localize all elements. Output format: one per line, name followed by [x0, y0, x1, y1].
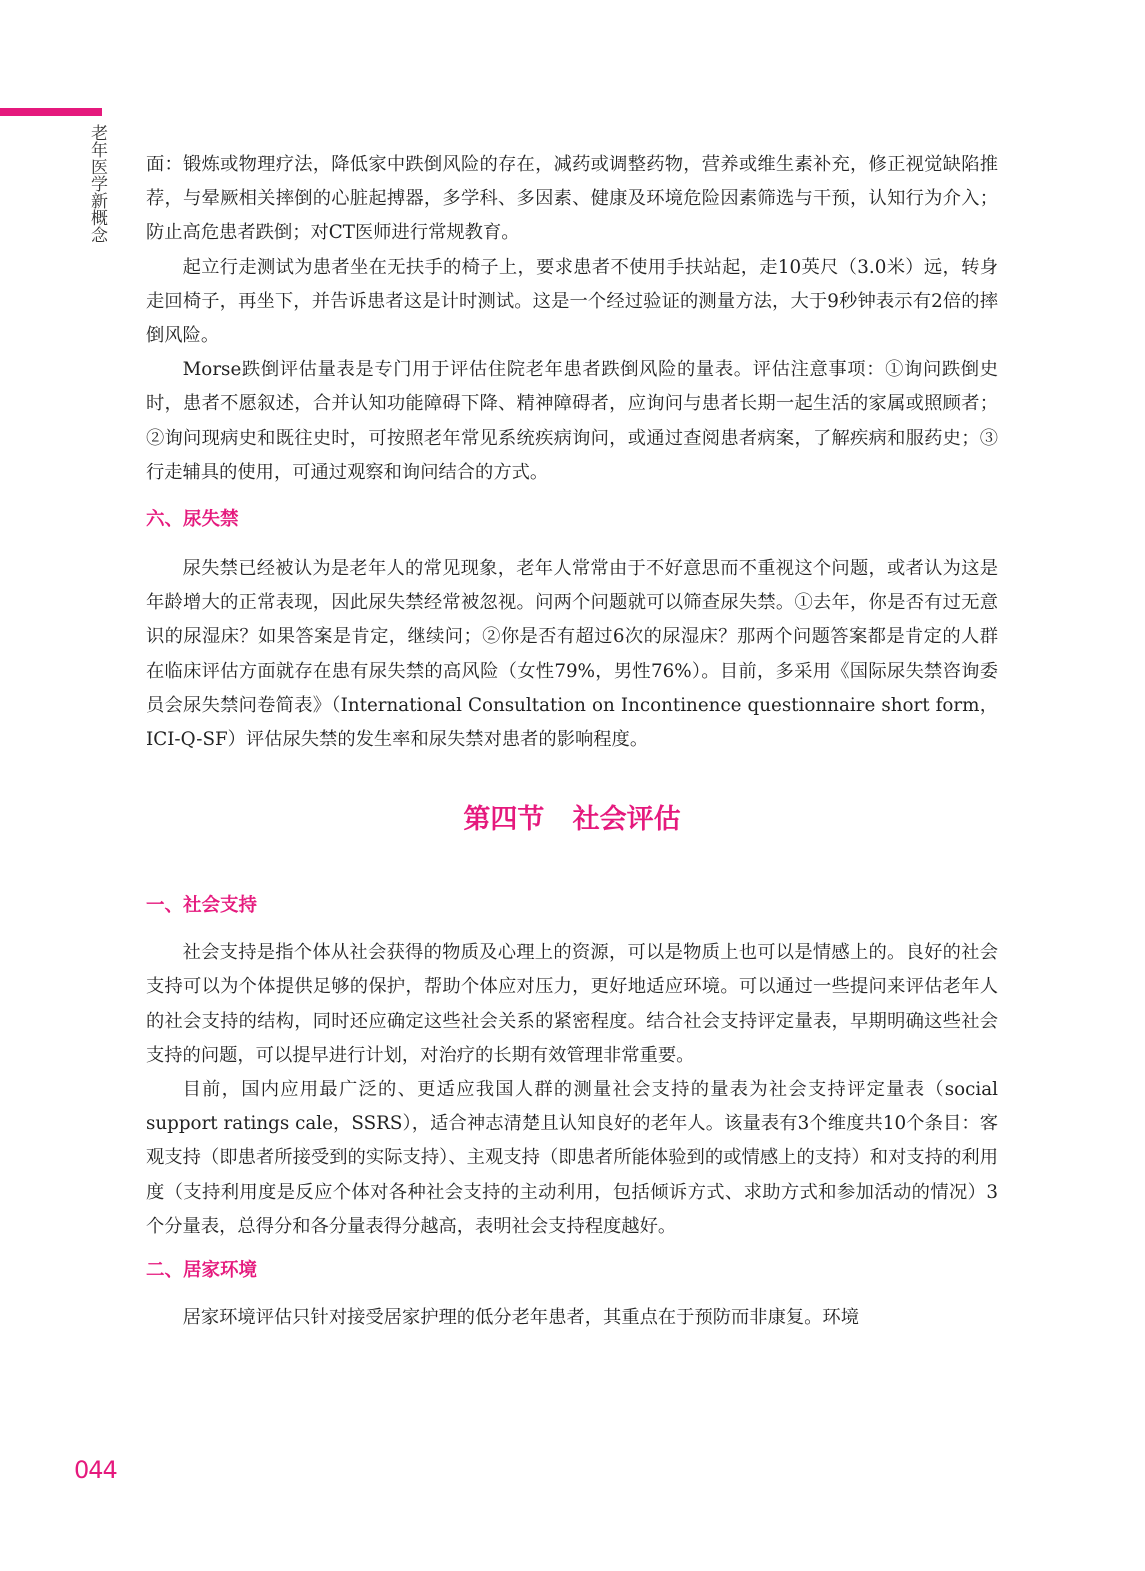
body-paragraph: 社会支持是指个体从社会获得的物质及心理上的资源，可以是物质上也可以是情感上的。良好的社会支持可以为个体提供足够的保护，帮助个体应对压力，更好地适应环境。可以通过一些提问来评估老年人的社会支持的结构，同时还应确定这些社会关系的紧密程度。结合社会支持评定量表，早期明确这些社会支持的问题，可以提早进行计划，对治疗的长期有效管理非常重要。: [146, 942, 998, 1066]
body-paragraph: 尿失禁已经被认为是老年人的常见现象，老年人常常由于不好意思而不重视这个问题，或者认为这是年龄增大的正常表现，因此尿失禁经常被忽视。问两个问题就可以筛查尿失禁。①去年，你是否有过无意识的尿湿床？如果答案是肯定，继续问；②你是否有超过6次的尿湿床？那两个问题答案都是肯定的人群在临床评估方面就存在患有尿失禁的高风险（女性79%，男性76%）。目前，多采用《国际尿失禁咨询委员会尿失禁问卷简表》（International Consultation on Incontinence questionnaire short form，ICI-Q-SF）评估尿失禁的发生率和尿失禁对患者的影响程度。: [146, 558, 998, 751]
body-paragraph: Morse跌倒评估量表是专门用于评估住院老年患者跌倒风险的量表。评估注意事项：①询问跌倒史时，患者不愿叙述，合并认知功能障碍下降、精神障碍者，应询问与患者长期一起生活的家属或照顾者；②询问现病史和既往史时，可按照老年常见系统疾病询问，或通过查阅患者病案，了解疾病和服药史；③行走辅具的使用，可通过观察和询问结合的方式。: [146, 359, 998, 483]
section-heading-social-support: 一、社会支持: [146, 895, 258, 917]
body-paragraph: 面：锻炼或物理疗法，降低家中跌倒风险的存在，减药或调整药物，营养或维生素补充，修正视觉缺陷推荐，与晕厥相关摔倒的心脏起搏器，多学科、多因素、健康及环境危险因素筛选与干预，认知行为介入；防止高危患者跌倒；对CT医师进行常规教育。: [146, 154, 998, 244]
page-number: 044: [74, 1456, 117, 1484]
section-heading-home-environment: 二、居家环境: [146, 1260, 258, 1282]
running-header-title: 老年医学新概念: [87, 124, 107, 243]
page-body: [146, 148, 998, 1335]
body-paragraph: 起立行走测试为患者坐在无扶手的椅子上，要求患者不使用手扶站起，走10英尺（3.0米）远，转身走回椅子，再坐下，并告诉患者这是计时测试。这是一个经过验证的测量方法，大于9秒钟表示有2倍的摔倒风险。: [146, 256, 998, 347]
body-paragraph: 目前，国内应用最广泛的、更适应我国人群的测量社会支持的量表为社会支持评定量表（social support ratings cale，SSRS），适合神志清楚且认知良好的老年人。该量表有3个维度共10个条目：客观支持（即患者所接受到的实际支持）、主观支持（即患者所能体验到的或情感上的支持）和对支持的利用度（支持利用度是反应个体对各种社会支持的主动利用，包括倾诉方式、求助方式和参加活动的情况）3个分量表，总得分和各分量表得分越高，表明社会支持程度越好。: [146, 1079, 998, 1237]
chapter-title: 第四节 社会评估: [463, 804, 681, 836]
accent-bar: [0, 108, 102, 116]
section-heading-incontinence: 六、尿失禁: [146, 509, 239, 531]
body-paragraph: 居家环境评估只针对接受居家护理的低分老年患者，其重点在于预防而非康复。环境: [182, 1307, 859, 1329]
